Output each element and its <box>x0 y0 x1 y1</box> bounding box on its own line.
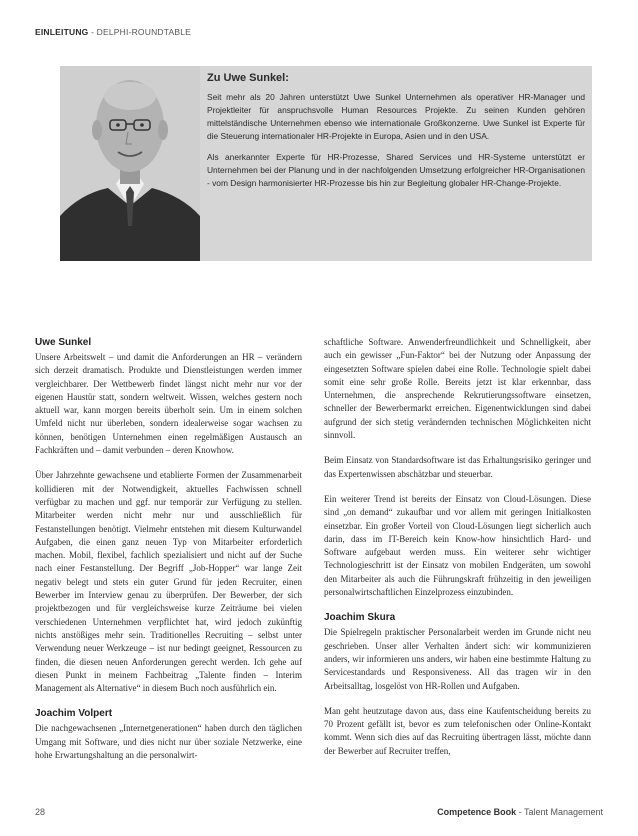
left-column <box>35 336 302 774</box>
bio-paragraph-1: Seit mehr als 20 Jahren unterstützt Uwe Sunkel Unternehmen als operativer HR-Manager und Projektleiter für anspruchsvolle Human Resources Projekte. Zu seinen Kunden gehören mittelständische Unternehmen ebenso wie internationale Großkonzerne. Uwe Sunkel ist Experte für die Steuerung internationaler HR-Projekte in Europa, Asien und in den USA. <box>207 92 585 141</box>
page-number: 28 <box>35 807 46 817</box>
right-paragraph-1: schaftliche Software. Anwenderfreundlichkeit und Schnelligkeit, aber auch ein gewisser „Fun-Faktor“ bei der Nutzung oder Anpassung der eingesetzten Software spielen dabei eine Rolle. Technologie spielt dabei somit eine sehr große Rolle. Bereits jetzt ist klar erkennbar, dass Unternehmen, die ansprechende Rekrutierungssoftware einsetzen, schneller der Bewerbermarkt erreichen. Eigenentwicklungen sind dabei aufgrund der sich stetig verändernden technischen Möglichkeiten nicht sinnvoll. <box>324 337 591 441</box>
right-column <box>324 336 591 770</box>
right-paragraph-3: Ein weiterer Trend ist bereits der Einsatz von Cloud-Lösungen. Diese sind „on demand“ zukaufbar und vor allem mit geringen Initialkosten einsetzbar. Ein großer Vorteil von Cloud-Lösungen liegt sicherlich auch darin, dass im IT-Bereich kein Know-how hinsichtlich Hard- und Software aufgebaut werden muss. Ein weiterer sehr wichtiger Technologieschritt ist der Einsatz von mobilen Endgeräten, um sowohl den Mitarbeiter als auch die Führungskraft frühzeitig in den jeweiligen personalwirtschaftlichen Einzelprozess einzubinden. <box>324 493 591 598</box>
bio-text <box>207 72 585 198</box>
running-head-section: EINLEITUNG <box>35 27 89 37</box>
book-subtitle: Talent Management <box>523 807 603 817</box>
right-paragraph-4: Die Spielregeln praktischer Personalarbeit werden im Grunde nicht neu geschrieben. Unser aller Verhalten ändert sich: wir kommunizieren anders, wir informieren uns anders, wir haben eine bestimmte Haltung zu Servicestandards und Responsiveness. All das tragen wir in den Arbeitsalltag, losgelöst von HR-Rollen und Aufgaben. <box>324 627 591 691</box>
bio-paragraph-2: Als anerkannter Experte für HR-Prozesse, Shared Services und HR-Systeme unterstützt er Unternehmen bei der Planung und in der nachfolgenden Umsetzung erfolgreicher HR-Organisationen - vom Design harmonisierter HR-Prozesse bis hin zur Begleitung globaler HR-Change-Projekte. <box>207 152 585 188</box>
left-paragraph-3: Die nachgewachsenen „Internetgenerationen“ haben durch den täglichen Umgang mit Software, und dies nicht nur über soziale Netzwerke, eine hohe Erwartungshaltung an die personalwirt- <box>35 723 302 761</box>
right-paragraph-2: Beim Einsatz von Standardsoftware ist das Erhaltungsrisiko geringer und das Expertenwissen abschätzbar und steuerbar. <box>324 455 591 479</box>
footer-book-title <box>437 807 603 817</box>
bio-title: Zu Uwe Sunkel: <box>207 72 289 84</box>
portrait-photo <box>60 66 200 261</box>
running-head <box>35 27 191 37</box>
heading-uwe-sunkel: Uwe Sunkel <box>35 337 92 348</box>
book-title-separator: - <box>516 807 524 817</box>
heading-joachim-volpert: Joachim Volpert <box>35 708 113 720</box>
left-paragraph-2: Über Jahrzehnte gewachsene und etablierte Formen der Zusammenarbeit kollidieren mit der Notwendigkeit, aktuelles Fachwissen schnell verfügbar zu machen und ggf. nur temporär zur Verfügung zu stellen. Mitarbeiter werden nicht mehr nur und ausschließlich für Festanstellungen benötigt. Vielmehr entstehen mit diesem Kulturwandel Aufgaben, die einen ganz neuen Typ von Mitarbeiter erforderlich machen. Mobil, flexibel, fachlich spezialisiert und nicht auf der Suche nach einer Festanstellung. Der Begriff „Job-Hopper“ war lange Zeit negativ belegt und stets ein guter Grund für jeden Recruiter, einen Bewerber im Interview genau zu überprüfen. Der Bewerber, der sich projektbezogen und für vergleichsweise kurze Zeiträume bei vielen verschiedenen Unternehmen verpflichtet hat, wird jedoch zukünftig nichts anstößiges mehr sein. Traditionelles Recruiting – selbst unter Verwendung neuer Werkzeuge – ist nur bedingt geeignet, Ressourcen zu finden, die diesen neuen Anforderungen gerecht werden. Ich gehe auf diesen Punkt in meinem Fachbeitrag „Talente finden – Interim Management als Alternative“ in diesem Buch noch ausführlich ein. <box>35 470 302 694</box>
left-paragraph-1: Unsere Arbeitswelt – und damit die Anforderungen an HR – verändern sich derzeit dramatisch. Produkte und Dienstleistungen werden immer vergleichbarer. Der Wettbewerb findet längst nicht mehr nur vor der eigenen Haustür statt, sondern weltweit. Wissen, welches gestern noch aktuell war, kann morgen bereits überholt sein. Um in einem solchen Umfeld nicht nur überleben, sondern idealerweise sogar wachsen zu können, benötigen Unternehmen einen regelmäßigen Austausch an Fachkräften und – damit verbunden – deren Knowhow. <box>35 352 302 456</box>
book-title: Competence Book <box>437 807 517 817</box>
running-head-subsection: DELPHI-ROUNDTABLE <box>96 27 192 37</box>
heading-joachim-skura: Joachim Skura <box>324 612 396 624</box>
running-head-separator: - <box>88 27 97 37</box>
portrait-illustration <box>60 66 200 261</box>
right-paragraph-5: Man geht heutzutage davon aus, dass eine Kaufentscheidung bereits zu 70 Prozent gefällt ist, bevor es zum telefonischen oder Online-Kontakt kommt. Wenn sich dies auf das Recruiting übertragen lässt, möchte dann der Bewerber auf Recruiter treffen, <box>324 705 591 756</box>
